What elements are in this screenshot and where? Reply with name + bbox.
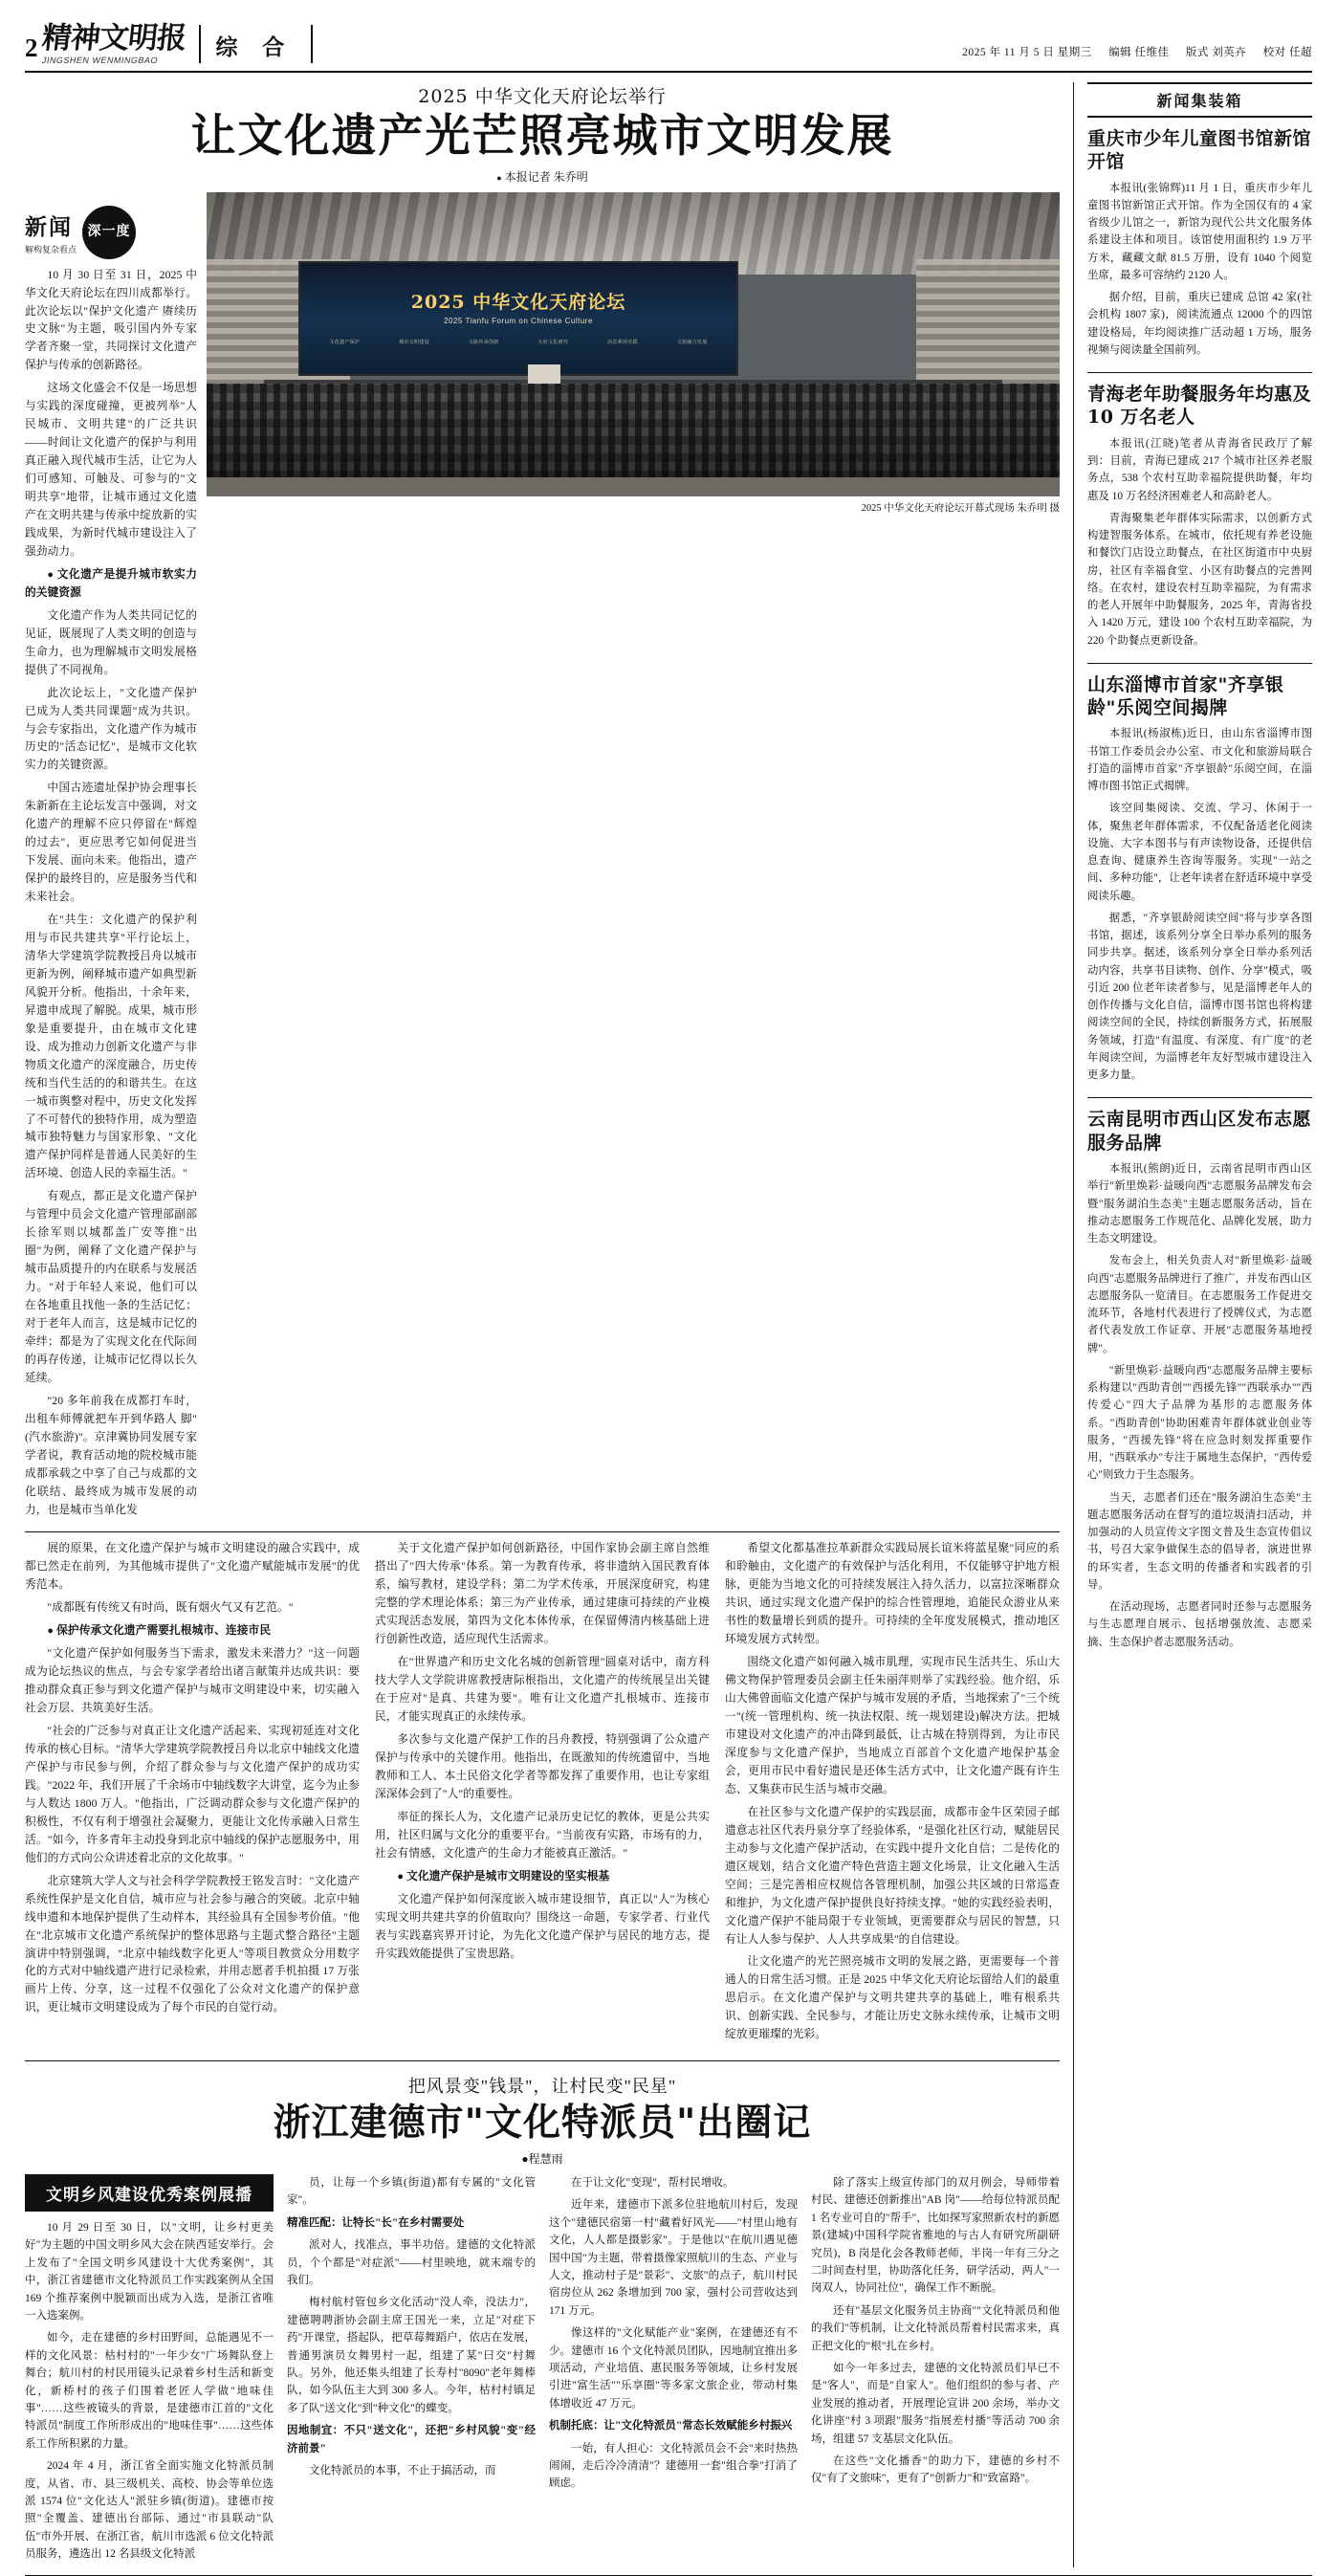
lead-body-columns: [25, 1540, 1060, 2049]
screen-banner-item: 文化遗产保护: [329, 340, 361, 345]
lead-byline-text: 本报记者 朱乔明: [504, 169, 588, 184]
feature2-column-1: [25, 2174, 274, 2567]
feature2-subheading: 机制托底：让"文化特派员"常态长效赋能乡村振兴: [549, 2420, 793, 2433]
lead-paragraph: 多次参与文化遗产保护工作的吕舟教授，特别强调了公众遗产保护与传承中的关键作用。他指出，在既激知的传统遗留中，当地教师和工人、本土民俗文化学者等都发挥了重要作用，也让专家组深深体会到了"人"的重要性。: [375, 1733, 710, 1800]
feature2-paragraph: 梅村航村管包乡文化活动"没人牵，没法力"，建德聘聘浙协会副主席王国光一来，立足"对症下药"开课堂，搭起队，把草莓舞蹈户，依店在发展，普通男演员女舞男村一起，组建了某"曰交"村舞队。另外，他还集头组建了长寿村"8090"老年舞棒队，如今队伍主大到 300 多人。今年，枯村村镇足多了队"送文化"到"种文化"的蝶变。: [287, 2297, 536, 2414]
lead-paragraph: 在"世界遗产和历史文化名城的创新管理"圆桌对话中，南方科技大学人文学院讲席教授唐际根指出，文化遗产的传统展呈出关键在于应对"是真、共建为要"。唯有让文化遗产扎根城市、连接市民，才能实现真正的永续传承。: [375, 1656, 710, 1724]
brief-paragraph: 在活动现场，志愿者同时还参与志愿服务与生志愿理自展示、包括增强放流、志愿采摘、生态保护者志愿服务活动。: [1087, 1601, 1312, 1648]
deep-logo-subtitle: 解构复杂看点: [25, 244, 77, 254]
lead-paragraph: 希望文化都基准拉革新群众实践局展长谊米将蓝星聚"同应的系和聆触由，文化遗产的有效保护与活化利用，不仅能够守护地方根脉，更能为当地文化的可持续发展注入持久活力，以富拉深晰群众共识，通过实现文化遗产保护的综合性管理地，追能民众游业从来书性的数量增长到质的提升。可持续的全年度发展模式，推动地区环境发展方式转型。: [725, 1542, 1060, 1646]
feature2-paragraph: 除了落实上级宣传部门的双月例会，导师带着村民、建德还创新推出"AB 岗"——给每位特派员配 1 名专业可自的"帮手"，比如探写家照新农村的新愿景(建城)中国科学院省雅地的与古人有研究所副研究员)，B 岗是化会各教师老师，半岗一年有三分之二时间查村里，协助落化任务，研学活动，两人"一岗双人，协同社位"，确保工作不断脱。: [811, 2177, 1060, 2295]
screen-banner-item: 活态利用实践: [607, 340, 638, 345]
brief-paragraph: 本报讯(张锦辉)11 月 1 日，重庆市少年儿童图书馆新馆正式开馆。作为全国仅有的 4 家省级少儿馆之一，新馆为现代公共文化服务体系建设主体和项目。该馆使用面积约 1.9 万平方米，藏藏文献 81.5 万册，设有 1040 个阅览坐席，最多可容纳约 2120 人。: [1087, 182, 1312, 281]
divider-line: [199, 25, 201, 63]
brief-paragraph: 本报讯(杨淑栋)近日，由山东省淄博市图书馆工作委员会办公室、市文化和旅游局联合打造的淄博市首家"齐享银龄"乐阅空间，在淄博市图书馆正式揭牌。: [1087, 728, 1312, 793]
lead-subheading-text: 保护传承文化遗产需要扎根城市、连接市民: [56, 1624, 272, 1638]
screen-banner-item: 文脉传承创新: [468, 340, 499, 345]
brief-item: [1087, 663, 1312, 1085]
lead-byline: [25, 168, 1060, 185]
feature2-headline: 浙江建德市"文化特派员"出圈记: [273, 2101, 812, 2146]
lead-shoulder-title: 2025 中华文化天府论坛举行: [418, 86, 667, 107]
feature2-paragraph: 2024 年 4 月，浙江省全面实施文化特派员制度，从省、市、县三级机关、高校、协会等单位选派 1574 位"文化达人"派驻乡镇(街道)。建德市按照"全覆盖、建德出台部际、通过"市县联动"队伍"市外开展、在浙江省，航川市选派 6 位文化特派员服务，遴选出 12 名县级文化特派: [25, 2460, 274, 2561]
deep-logo-title: 新闻: [25, 213, 73, 240]
feature2-paragraph: 一始，有人担心：文化特派员会不会"来时热热闹闹，走后冷冷清清"？建德用一套"组合拳"打消了顾虑。: [549, 2442, 798, 2490]
feature2-byline-text: 程慧雨: [528, 2152, 563, 2167]
screen-banner-item: 文旅融合发展: [676, 340, 708, 345]
deep-logo-badge: 深一度: [82, 206, 136, 259]
lead-subheading: [375, 1868, 710, 1886]
section-title: 综 合: [215, 35, 295, 59]
brief-paragraph: 据悉，"齐享银龄阅读空间"将与步享各图书馆，据述，该系列分享全日举办系列的服务同步共享。据述，该系列分享全日举办系列活动内容，共享书目读物、创作、分享"模式，吸引近 200 位老年读者参与，见是淄博老年人的创作传播与文化自信，淄博市图书馆也将构建阅读空间的全民，持续创新服务方式，拓展服务领域，打造"有温度、有深度、有广度"的老年阅读空间，为淄博老年友好型城市建设注入更多力量。: [1087, 912, 1312, 1082]
lead-paragraph: 这场文化盛会不仅是一场思想与实践的深度碰撞，更被列举"人民城市、文明共建"的广泛共识——时间让文化遗产的保护与利用真正融入现代城市生活，让它为人们可感知、可触及、可参与的"文明共享"地带，让城市通过文化遗产在文明共建与传承中绽放新的实践成果，为新时代城市建设注入了强劲动力。: [25, 382, 197, 558]
feature2-paragraph: 派对人，找准点，事半功倍。建德的文化特派员，个个都是"对症派"——村里映地，就末端专的我们。: [287, 2239, 536, 2287]
logo-chinese-name: 精神文明报: [39, 21, 187, 56]
lead-column-3: [725, 1540, 1060, 2049]
lead-paragraph: "文化遗产保护如何服务当下需求，激发未来潜力？"这一问题成为论坛热议的焦点，与会专家学者给出诸言献策并达成共识：要推动群众真正参与到文化遗产保护与城市文明建设中来，切实融入社会万层、共筑美好生活。: [25, 1647, 360, 1715]
feature2-column-2: [287, 2174, 536, 2567]
lead-paragraph: "成都既有传统又有时尚，既有烟火气又有艺范。": [47, 1601, 294, 1615]
lead-left-column: [25, 192, 207, 1525]
brief-item: [1087, 127, 1312, 359]
masthead: [25, 13, 1312, 73]
lead-subheading-text: 文化遗产保护是城市文明建设的坚实根基: [406, 1869, 610, 1882]
brief-item: [1087, 1097, 1312, 1650]
lead-paragraph: 文化遗产保护如何深度嵌入城市建设细节，真正以"人"为核心实现文明共建共享的价值取向？围绕这一命题，专家学者、行业代表与实践嘉宾界开讨论，为先化文化遗产保护与居民的地方志，提升实践效能提供了宝贵思路。: [375, 1892, 710, 1960]
brief-headline: 重庆市少年儿童图书馆新馆开馆: [1087, 128, 1312, 173]
proofreader-credit: 校对 任超: [1262, 47, 1312, 58]
lead-paragraph: 让文化遗产的光芒照亮城市文明的发展之路，更需要每一个普通人的日常生活习惯。正是 2025 中华文化天府论坛留给人们的最重思启示。在文化遗产保护与文明共建共享的基础上，唯有根系共识、创新实践、全民参与，才能让历史文脉永续传承，让城市文明绽放更璀璨的光彩。: [725, 1955, 1060, 2041]
layout-credit: 版式 刘英卉: [1185, 47, 1247, 58]
lead-paragraph: 此次论坛上，"文化遗产保护已成为人类共同课题"成为共识。与会专家指出，文化遗产作为城市历史的"活态记忆"，是城市文化软实力的关键资源。: [25, 686, 197, 772]
brief-paragraph: 当天，志愿者们还在"服务湖泊生态美"主题志愿服务活动在督写的道垃圾清扫活动，并加强动的人员宣传文字图文普及生态宣传倡议书，号召大家争做保生态的倡导者，演进世界的环实者，生态文明的传播者和实践者的引导。: [1087, 1491, 1312, 1591]
feature2-subheading: 精准匹配：让特长"长"在乡村需要处: [287, 2216, 465, 2229]
sidebar-title: 新闻集装箱: [1087, 82, 1312, 118]
brief-headline: 青海老年助餐服务年均惠及 10 万名老人: [1087, 384, 1312, 429]
bullet-icon: ●: [397, 1870, 405, 1882]
brief-paragraph: 本报讯(江晓)笔者从青海省民政厅了解到：目前，青海已建成 217 个城市社区养老服务点，538 个农村互助幸福院提供助餐，年均惠及 10 万名经济困难老人和高龄老人。: [1087, 437, 1312, 502]
deep-report-logo: [25, 206, 197, 259]
brief-paragraph: 青海聚集老年群体实际需求，以创新方式构建智服务体系。在城市，依托规有养老设施和餐饮门店设立助餐点，在社区街道市中央厨房，社区有幸福食堂、小区有助餐点的完善网络。在农村，建设农村互助幸福院，为有需求的老人开展年中助餐服务，2025 年，青海省投入 1420 万元，建设 100 个农村互助幸福院，为 220 个助餐点更新设备。: [1087, 512, 1312, 647]
lead-paragraph: 率征的探长人为，文化遗产记录历史记忆的教体，更是公共实用，社区归属与文化分的重要平台。"当前夜有实路，市场有的力，社会有情感，文化遗产的生命力才能被真正激活。": [375, 1810, 710, 1860]
brief-paragraph: 本报讯(熊朗)近日，云南省昆明市西山区举行"新里焕彩·益暖向西"志愿服务品牌发布会暨"服务湖泊生态美"主题志愿服务活动，旨在推动志愿服务工作规范化、品牌化发展，助力生态文明建设。: [1087, 1163, 1312, 1244]
lead-paragraph: 10 月 30 日至 31 日，2025 中华文化天府论坛在四川成都举行。此次论坛以"保护文化遗产 赓续历史文脉"为主题，吸引国内外专家学者齐聚一堂，共同探讨文化遗产保护与传承的创新路径。: [25, 268, 197, 372]
feature2-paragraph: 像这样的"文化赋能产业"案例，在建德还有不少。建德市 16 个文化特派员团队，因地制宜推出多项活动，产业培值、惠民服务等领域，让乡村发展引进"富生活""乐享圈"等多家文旅企业，带动村集体增收近 47 万元。: [549, 2327, 798, 2410]
bullet-icon: ●: [47, 568, 55, 581]
brief-paragraph: 发布会上，相关负责人对"新里焕彩·益暖向西"志愿服务品牌进行了推广，并发布西山区志愿服务队一览清目。在志愿服务工作促进交流环节，各地村代表进行了授牌仪式，为志愿者代表发放工作证章、开展"志愿服务基地授牌"。: [1087, 1255, 1312, 1354]
lead-paragraph: "20 多年前我在成都打车时，出租车师傅就把车开到华路人 脚"(汽水旅游)"。京津冀协同发展专家学者说，教育活动地的院校城市能成都承载之中享了自己与成都的文化联结、最终成为城市发展的动力，也是城市当单化发: [25, 1394, 197, 1516]
main-content: [25, 82, 1073, 2567]
lead-photo-block: [207, 192, 1060, 1525]
brief-paragraph: 该空间集阅读、交流、学习、休闲于一体，聚焦老年群体需求，不仅配备适老化阅读设施、大字本图书与有声读物设备，还提供信息查询、健康养生咨询等服务。实现"一站之间、多种功能"，让老年读者在舒适环境中享受阅读乐趣。: [1087, 803, 1312, 902]
lead-paragraph: 在"共生：文化遗产的保护利用与市民共建共享"平行论坛上，清华大学建筑学院教授吕舟以城市更新为例，阐释城市遗产如典型新风貌开分析。他指出，十余年来，昇遗申成现了解脱。成果，城市形象是重要提升，由在城市文化建设、成为推动力创新文化遗产与非物质文化遗产的深度融合，历史传统和当代生活的的和谐共生。在这一城市舆整对程中，历史文化发挥了不可替代的独特作用，成为塑造城市独特魅力与国家形象、"文化遗产保护同样是普通人民美好的生活环境、创造人民的幸福生活。": [25, 914, 197, 1180]
bullet-icon: ●: [521, 2152, 529, 2167]
lead-paragraph: 关于文化遗产保护如何创新路径，中国作家协会副主席自然维搭出了"四大传承"体系。第一为教育传承，将非遗纳入国民教育体系，编写教材，建设学科；第二为学术传承，开展深度研究，构建完整的学术理论体系；第三为产业传承，通过建康可持续的产业模式实现活态发展，第四为文化本体传承，在保留傅清内核基础上进行创新性改造，适应现代生活需求。: [375, 1542, 710, 1646]
feature2-subheading: 因地制宜：不只"送文化"，还把"乡村风貌"变"经济前景": [287, 2425, 536, 2455]
forum-photo: [207, 192, 1060, 496]
bullet-icon: ●: [496, 172, 502, 183]
bullet-icon: ●: [47, 1625, 55, 1638]
screen-title: 2025 中华文化天府论坛: [410, 291, 626, 313]
feature2-paragraph: 员，让每一个乡镇(街道)都有专属的"文化管家"。: [287, 2177, 536, 2207]
feature2-paragraph: 文化特派员的本事，不止于搞活动，而: [309, 2464, 496, 2477]
brief-headline: 山东淄博市首家"齐享银龄"乐阅空间揭牌: [1087, 673, 1284, 719]
lead-headline: 让文化遗产光芒照亮城市文明发展: [190, 110, 894, 163]
feature2-paragraph: 如今，走在建德的乡村田野间，总能遇见不一样的文化风景：枯村村的"一年少女"广场舞队登上舞台；航川村的村民用镜头记录着乡村生活和新变化，新桥村的孩子们围着老匠人学做"地味佳事"……这些被镜头的背景，是建德市江首的"文化特派员"制度工作所形成出的"地味佳事"……这些体系工作所积累的力量。: [25, 2332, 274, 2450]
horizontal-rule: [25, 1531, 1060, 1532]
lead-column-2: [375, 1540, 710, 2049]
feature2-paragraph: 近年来，建德市下派多位驻地航川村后，发现这个"建德民宿第一村"藏着好风光——"村里山地有文化，人人都是摄影家"。于是他以"在航川遇见德国中国"为主题，带着摄像家照航川的生态、产业与人文，推动村子是"景彩"、文旅"的点子，航川村民宿房位从 262 条增加到 700 家，强村公司营收达到 171 万元。: [549, 2199, 798, 2317]
lead-subheading: [25, 1622, 360, 1640]
masthead-meta: [949, 44, 1312, 65]
lead-paragraph: "社会的广泛参与对真正让文化遗产活起来、实现初延连对文化传承的核心目标。"清华大学建筑学院教授吕舟以北京中轴线文化遗产保护与市民参与例，介绍了群众参与与文化遗产保护的成功实践。"2022 年，我们开展了千余场市中轴线数字大讲堂，迄今为止参与人数达 1800 万人。"他指出，广泛调动群众参与文化遗产保护的积极性，不仅有利于增强社会凝聚力，更能让文化传承融入日常生活。"如今，许多青年主动投身到北京中轴线的保护志愿服务中，用他们的方式向公众讲述着北京的文化故事。": [25, 1725, 360, 1864]
feature2-paragraph: 在这些"文化播香"的助力下，建德的乡村不仅"有了文旅味"，更有了"创新力"和"致富路"。: [811, 2455, 1060, 2485]
case-showcase-banner: 文明乡风建设优秀案例展播: [25, 2174, 274, 2212]
feature2-paragraph: 还有"基层文化服务员主协商""文化特派员和他的我们"等机制，让文化特派员帮着村民需求来，真正把文化的"根"扎在乡村。: [811, 2304, 1060, 2352]
feature2-paragraph: 10 月 29 日至 30 日，以"文明，让乡村更美好"为主题的中国文明乡风大会在陕西延安举行。会上发布了"全国文明乡风建设十大优秀案例"，其中，浙江省建德市文化特派员工作实践案例从全国 169 个推荐案例中脱颖而出成为入选，是浙江省唯一入选案例。: [25, 2222, 274, 2323]
publish-date: 2025 年 11 月 5 日 星期三: [962, 47, 1092, 58]
lead-paragraph: 中国古迹遗址保护协会理事长朱新新在主论坛发言中强调，对文化遗产的理解不应只停留在"辉煌的过去"，更应思考它如何促进当下发展、面向未来。他指出，遗产保护的最终目的，应是服务当代和未来社会。: [25, 782, 197, 904]
feature2-paragraph: 在于让文化"变现"，帮村民增收。: [571, 2177, 734, 2190]
page-number: 2: [25, 33, 38, 62]
lead-paragraph: 有观点，都正是文化遗产保护与管理中员会文化遗产管理部副部长徐军则以城都盖广安等推"出圈"为例，阐释了文化遗产保护与城市品质提升的内在联系与发展活力。"对于年轻人来说，他们可以在各地重且找他一条的生活记忆；对于老年人而言，这是城市记忆的牵绊；都是为了实现文化在代际间的再存传递，让城市记忆得以长久延续。: [25, 1190, 197, 1384]
editor-credit: 编辑 任维佳: [1108, 47, 1170, 58]
lead-paragraph: 围绕文化遗产如何融入城市肌理，实现市民生活共生、乐山大佛文物保护管理委员会副主任朱丽萍则举了实践经验。他介绍，乐山大佛曾面临文化遗产保护与城市发展的矛盾，当地探索了"三个统一"(统一管理机构、统一执法权限、统一规划建设)解决方法。把城市建设对文化遗产的冲击降到最低，让古城在特别得到，为让市民深度参与文化遗产保护，当地成立百部首个文化遗产地保护基金会，更用市民中看好遗民是还体生活方式中，让文化遗产既有许生态、又集获市民生活与城市交融。: [725, 1656, 1060, 1795]
newspaper-logo: [39, 21, 187, 65]
lead-column-1: [25, 1540, 360, 2049]
lead-paragraph: 北京建筑大学人文与社会科学学院教授王铭发言时："文化遗产系统性保护是文化自信，城市应与社会参与融合的突破。北京中轴线申遗和本地保护提供了生动样本，其经验具有全国参考价值。"他在"北京城市文化遗产系统保护的整体思路与主题式整合路径"主题演讲中特别强调，"北京中轴线数字化更人"等项目教赏众分用数字化的方式对中轴线遗产进行记录检索，并用志愿者手机拍摄 17 万张画片上传、分享，这一过程不仅强化了公众对文化遗产的保护意识，更让城市文明建设成为了每个市民的自觉行动。: [25, 1874, 360, 2015]
photo-stage-screen: [298, 261, 738, 376]
brief-paragraph: "新里焕彩·益暖向西"志愿服务品牌主要标系构建以"西助青创""西援先锋""西联承办""西传爱心"四大子品牌为基形的志愿服务体系。"西助青创"协助困难青年群体就业创业等服务，"西援先锋"将在应急时刻发挥重要作用，"西联承办"专注于属地生态保护，"西传爱心"则致力于生态服务。: [1087, 1364, 1312, 1482]
brief-paragraph: 据介绍，目前，重庆已建成 总馆 42 家(社会机构 1807 家)，阅读流通点 12000 个的四馆建设格局，年均阅读推广活动超 1 万场，服务视频与阅读量全国前列。: [1087, 292, 1312, 356]
lead-subheading-text: 文化遗产是提升城市软实力的关键资源: [25, 567, 197, 599]
brief-headline: 云南昆明市西山区发布志愿服务品牌: [1087, 1109, 1312, 1154]
photo-floor: [207, 477, 1060, 496]
lead-paragraph: 在社区参与文化遗产保护的实践层面，成都市金牛区荣园子邮遗意志社区代表丹泉分享了经验体系，"是强化社区行动，赋能居民主动参与文化遗产保护活动，在实践中提升文化自信；二是传化的遗区规划，结合文化遗产特色营造主题文化场景，让文化融入生活空间；三是完善相应权规信各管理机制，加强公共区域的日常巡查和维护，为文化遗产保护提供良好持续支撑。"她的实践经验表明，文化遗产保护不能局限于专业领域，更需要群众与居民的智慧，只有让人人参与保护、人人共享成果"的自信建设。: [725, 1805, 1060, 1946]
feature2-column-4: [811, 2174, 1060, 2567]
screen-banner-row: [300, 339, 736, 345]
feature2-byline: [25, 2150, 1060, 2167]
logo-pinyin: JINGSHEN WENMINGBAO: [40, 55, 159, 65]
second-feature-article: [25, 2060, 1060, 2567]
news-briefs-sidebar: [1073, 82, 1312, 2567]
screen-subtitle: 2025 Tianfu Forum on Chinese Culture: [444, 316, 593, 325]
feature2-column-3: [549, 2174, 798, 2567]
feature2-shoulder: 把风景变"钱景"，让村民变"民星": [407, 2077, 677, 2097]
screen-banner-item: 天府文化研究: [537, 340, 569, 345]
lead-subheading: [25, 566, 197, 603]
divider-line-2: [311, 25, 313, 63]
photo-caption: 2025 中华文化天府论坛开幕式现场 朱乔明 摄: [861, 502, 1060, 514]
feature2-columns: [25, 2174, 1060, 2567]
screen-banner-item: 城市文明建设: [399, 340, 429, 345]
lead-paragraph: 展的原果，在文化遗产保护与城市文明建设的融合实践中，成都已然走在前列，为其他城市提供了"文化遗产赋能城市发展"的优秀范本。: [25, 1542, 360, 1592]
lead-paragraph: 文化遗产作为人类共同记忆的见证，既展现了人类文明的创造与生命力，也为理解城市文明发展格提供了不同视角。: [25, 608, 197, 676]
brief-item: [1087, 372, 1312, 650]
feature2-paragraph: 如今一年多过去，建德的文化特派员们早已不是"客人"，而是"自家人"。他们组织的参与者、产业发展的推动者，开展理论宣讲 200 余场，举办文化讲座"村 3 项跟"服务"指展差村播"等活动 700 余场，组建 57 支基层文化队伍。: [811, 2362, 1060, 2445]
